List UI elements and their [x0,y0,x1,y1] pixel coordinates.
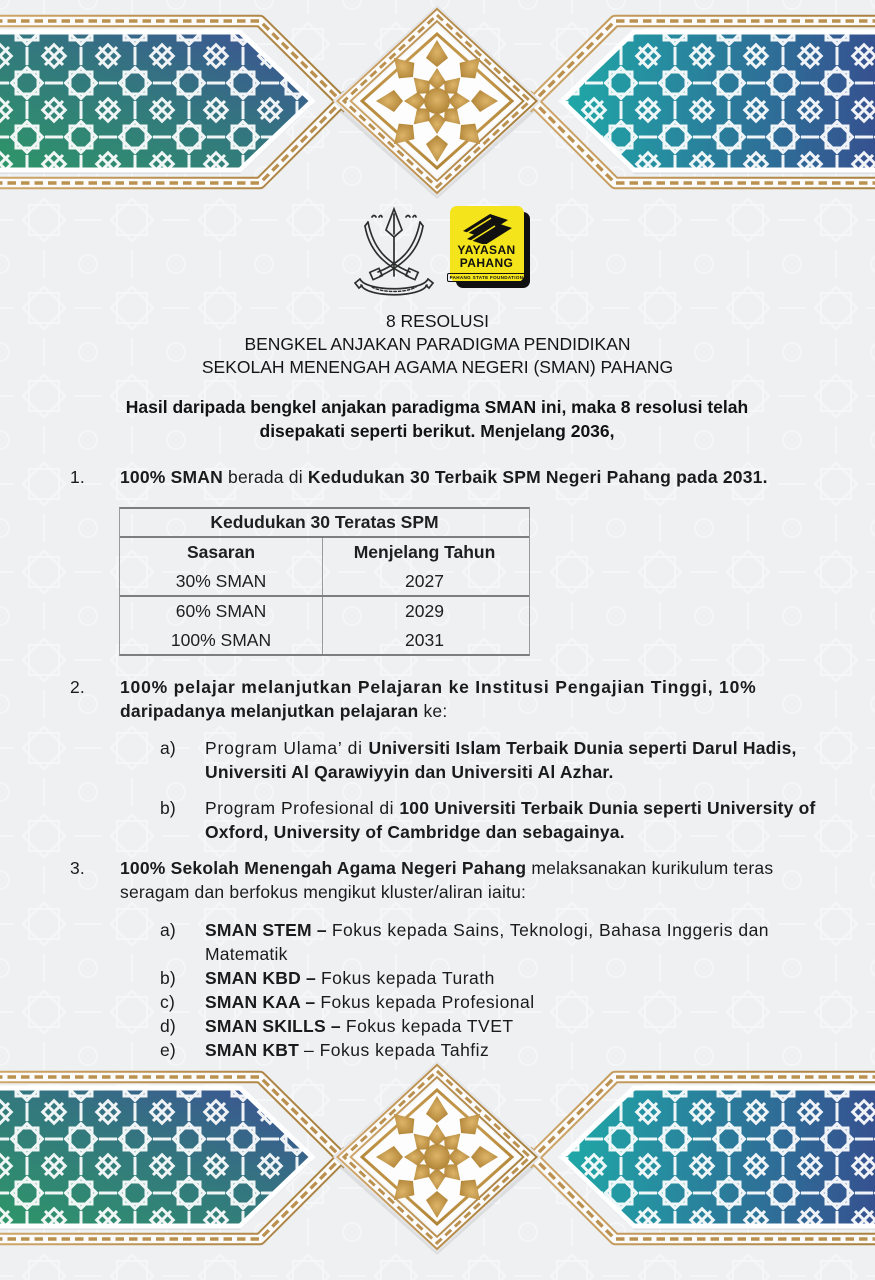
title-line-1: 8 RESOLUSI [385,311,490,331]
yayasan-logo-subtitle: PAHANG STATE FOUNDATION [447,273,527,282]
item-letter: e) [160,1040,176,1060]
spm-ranking-table [119,507,530,656]
yayasan-logo-line2: PAHANG [459,256,514,270]
logos-row [0,206,875,302]
pahang-crest-icon [352,206,436,302]
item-letter: b) [160,968,176,988]
item-number: 2. [70,677,85,697]
title-line-3: SEKOLAH MENENGAH AGAMA NEGERI (SMAN) PAHANG [201,357,674,377]
table-title: Kedudukan 30 Teratas SPM [120,509,529,538]
table-row: 60% SMAN 2029 [120,597,529,626]
yayasan-logo-line1: YAYASAN [457,243,516,257]
item-number: 1. [70,467,85,487]
book-icon [458,212,516,244]
item-letter: c) [160,992,175,1012]
table-header-menjelang-tahun: Menjelang Tahun [353,542,496,562]
table-row: 30% SMAN 2027 [120,567,529,597]
item-letter: d) [160,1016,176,1036]
item-letter: a) [160,920,176,940]
lead-paragraph: Hasil daripada bengkel anjakan paradigma SMAN ini, maka 8 resolusi telah disepakati seperti berikut. Menjelang 2036, [125,397,749,441]
table-row: 100% SMAN 2031 [120,626,529,654]
table-header-sasaran: Sasaran [120,538,323,567]
item-number: 3. [70,858,85,878]
item-letter: a) [160,738,176,758]
ornament-band-bottom [0,1058,875,1258]
item-letter: b) [160,798,176,818]
yayasan-pahang-logo [450,206,524,282]
ornament-band-top [0,2,875,202]
title-line-2: BENGKEL ANJAKAN PARADIGMA PENDIDIKAN [244,334,631,354]
document-title [0,310,875,379]
